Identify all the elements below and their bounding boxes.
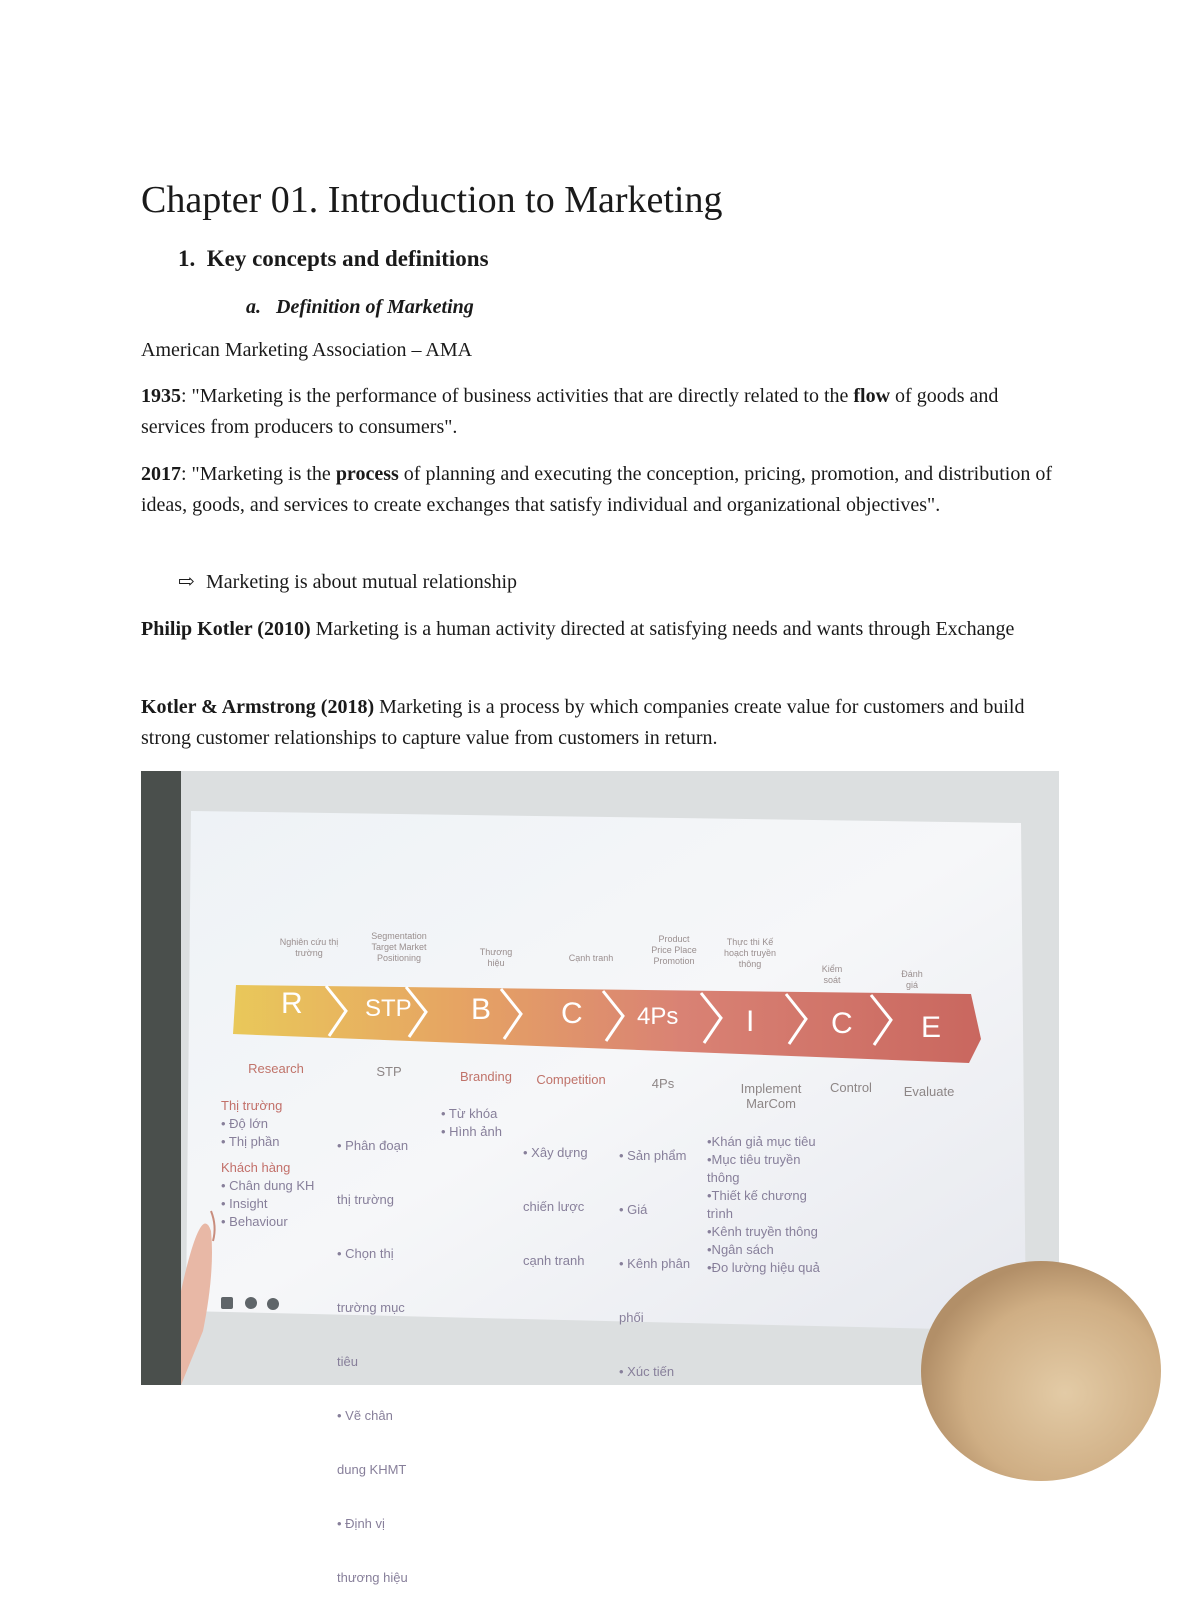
competition-list [523, 1108, 588, 1306]
research-item: • Chân dung KH [221, 1178, 315, 1193]
def1935-text-a: : "Marketing is the performance of business activities that are directly related to the [181, 385, 854, 407]
fourps-item: • Xúc tiến [619, 1364, 675, 1379]
step-name-research: Research [248, 1061, 304, 1076]
competition-item: • Xây dựng [523, 1145, 588, 1160]
step-letter-e: E [921, 1011, 942, 1044]
conclusion-line [178, 567, 517, 598]
implement-item: •Khán giả mục tiêu [707, 1134, 816, 1149]
implement-item: thông [707, 1170, 740, 1185]
def2017-text-a: : "Marketing is the [181, 463, 336, 485]
research-item: • Insight [221, 1196, 268, 1211]
top-label-implement: Thực thi Kế hoạch truyền thông [723, 937, 777, 969]
kotler-armstrong-text: Marketing is a process by which companies create value for customers and build strong customer relationships to capture value from customers in return. [141, 696, 1025, 749]
top-label-4ps: Product Price Place Promotion [651, 934, 697, 966]
research-item: • Behaviour [221, 1214, 288, 1229]
implement-item: •Thiết kế chương [707, 1188, 807, 1203]
top-label-stp: Segmentation Target Market Positioning [371, 931, 427, 963]
kotler-armstrong-definition [141, 692, 1061, 754]
def2017-bold: process [335, 463, 399, 485]
top-label-competition: Cạnh tranh [568, 953, 614, 963]
stp-item: • Phân đoạn [337, 1138, 409, 1153]
def1935-bold: flow [853, 385, 891, 407]
implement-item: •Ngân sách [707, 1242, 774, 1257]
step-letter-r: R [281, 987, 303, 1020]
def2017-text-b: of planning and executing the conception, pricing, promotion, and distribution of ideas, goods, and services to create exchanges that satisfy individual and organizational objectives". [141, 463, 1052, 516]
stp-item: thị trường [337, 1192, 394, 1207]
subsection-letter: a. [246, 296, 261, 318]
kotler-author: Philip Kotler (2010) [141, 618, 311, 640]
step-name-branding: Branding [459, 1069, 513, 1084]
stp-item: • Vẽ chân [337, 1408, 393, 1423]
stp-item: • Định vị [337, 1516, 385, 1531]
document-title: Chapter 01. Introduction to Marketing [141, 179, 723, 221]
fourps-item: • Kênh phân [619, 1256, 691, 1271]
implement-item: •Mục tiêu truyền [707, 1152, 801, 1167]
step-name-stp: STP [376, 1064, 402, 1079]
step-letter-c: C [561, 997, 583, 1030]
competition-item: cạnh tranh [523, 1253, 585, 1268]
implement-item: •Kênh truyền thông [707, 1224, 818, 1239]
ama-line: American Marketing Association – AMA [141, 339, 473, 361]
year-1935: 1935 [141, 385, 181, 407]
step-letter-4ps: 4Ps [637, 1003, 679, 1030]
conclusion-text: Marketing is about mutual relationship [206, 571, 518, 593]
kotler-armstrong-author: Kotler & Armstrong (2018) [141, 696, 375, 718]
section-heading [178, 246, 489, 272]
stp-item: • Chọn thị [337, 1246, 394, 1261]
kotler-text: Marketing is a human activity directed at satisfying needs and wants through Exchange [310, 618, 1015, 640]
fourps-item: • Sản phẩm [619, 1148, 687, 1163]
research-heading-market: Thị trường [221, 1098, 283, 1113]
research-list [221, 1097, 314, 1231]
definition-1935 [141, 381, 1061, 443]
implement-item: •Đo lường hiệu quả [707, 1260, 820, 1275]
fourps-item: • Giá [619, 1202, 648, 1217]
competition-item: chiến lược [523, 1199, 585, 1214]
subsection-label: Definition of Marketing [276, 296, 474, 318]
step-name-control: Control [830, 1080, 872, 1095]
def1935-text-b: of goods and services from producers to consumers". [141, 385, 999, 438]
fourps-list [619, 1111, 690, 1417]
section-label: Key concepts and definitions [206, 246, 489, 271]
step-name-implement: Implement MarCom [740, 1081, 802, 1111]
kotler-definition [141, 614, 1061, 645]
stp-item: dung KHMT [337, 1462, 407, 1477]
research-item: • Độ lớn [221, 1116, 269, 1131]
fourps-item: phối [619, 1310, 644, 1325]
implement-item: trình [707, 1206, 734, 1221]
step-name-evaluate: Evaluate [903, 1084, 955, 1099]
research-heading-customer: Khách hàng [221, 1160, 291, 1175]
stp-list [337, 1101, 408, 1623]
step-letter-c2: C [831, 1007, 853, 1040]
top-label-branding: Thương hiệu [479, 947, 513, 968]
implement-list [707, 1133, 820, 1277]
step-letter-stp: STP [365, 995, 412, 1022]
top-label-research: Nghiên cứu thị trường [279, 937, 339, 958]
branding-item: • Từ khóa [441, 1106, 498, 1121]
stp-item: thương hiệu [337, 1570, 408, 1585]
step-letter-b: B [471, 993, 492, 1026]
subsection-heading [246, 296, 474, 319]
step-name-competition: Competition [536, 1072, 606, 1087]
top-label-evaluate: Đánh giá [901, 969, 923, 990]
branding-item: • Hình ảnh [441, 1124, 502, 1139]
step-letter-i: I [746, 1005, 755, 1038]
research-item: • Thị phần [221, 1134, 280, 1149]
top-label-control: Kiểm soát [821, 964, 843, 985]
section-number: 1. [178, 246, 196, 271]
definition-2017 [141, 459, 1061, 521]
branding-list [441, 1105, 502, 1141]
right-arrow-icon: ⇨ [178, 571, 195, 593]
stp-item: trường mục [337, 1300, 405, 1315]
slide-photo [141, 771, 1059, 1585]
stp-item: tiêu [337, 1354, 358, 1369]
year-2017: 2017 [141, 463, 181, 485]
step-name-4ps: 4Ps [651, 1076, 675, 1091]
